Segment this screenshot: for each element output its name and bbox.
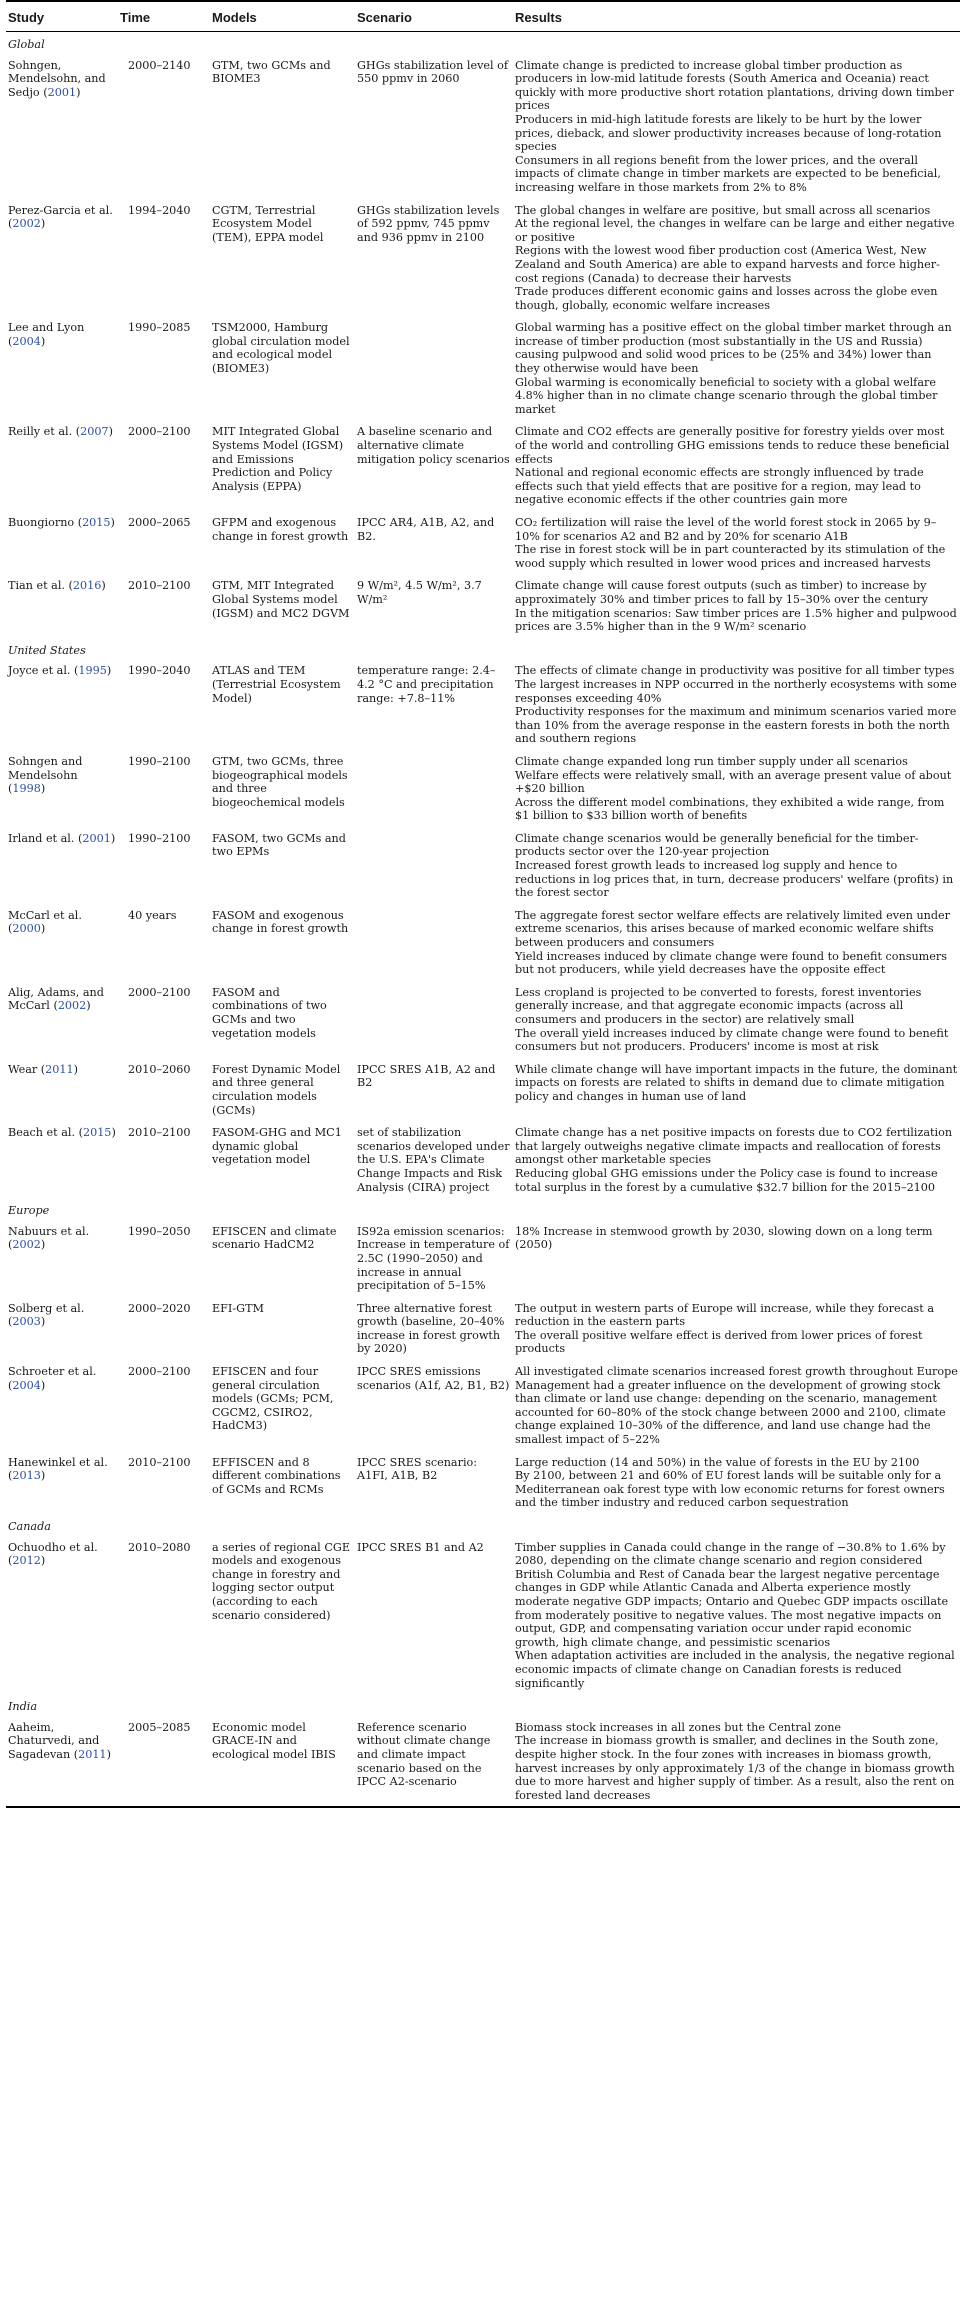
result-line: Regions with the lowest wood fiber production cost (America West, New Zealand and South America) are able to expand harvests and force higher-cost regions (Canada) to decrease their harvests <box>515 244 940 285</box>
citation-year-link[interactable]: 2012 <box>12 1554 41 1568</box>
scenario-cell: IPCC SRES B1 and A2 <box>357 1540 484 1554</box>
results-cell <box>513 827 960 904</box>
scenario-cell <box>355 827 513 904</box>
time-cell: 2000–2020 <box>128 1301 191 1315</box>
results-cell <box>513 54 960 199</box>
study-cell: Nabuurs et al. (2002) <box>8 1224 90 1252</box>
table-row <box>6 54 960 199</box>
models-cell: TSM2000, Hamburg global circulation model and ecological model (BIOME3) <box>212 321 350 376</box>
citation-year-link[interactable]: 2002 <box>57 999 87 1013</box>
result-line: Climate change is predicted to increase global timber production as producers in low-mid latitude forests (South America and Oceania) react quickly with more productive short rotation plantations, driving down timber prices <box>515 58 954 113</box>
result-line: Global warming is economically beneficial to society with a global welfare 4.8% higher than in no climate change scenario through the global timber market <box>515 375 938 416</box>
study-cell: Aaheim, Chaturvedi, and Sagadevan (2011) <box>6 1716 118 1808</box>
results-cell <box>513 1716 960 1808</box>
result-line: CO₂ fertilization will raise the level of the world forest stock in 2065 by 9–10% for scenarios A2 and B2 and by 20% for scenario A1B <box>515 516 937 543</box>
section-label: Canada <box>8 1520 51 1533</box>
models-cell: EFISCEN and four general circulation models (GCMs; PCM, CGCM2, CSIRO2, HadCM3) <box>212 1365 334 1433</box>
study-cell: Perez-Garcia et al. (2002) <box>8 203 113 231</box>
result-line: Climate change expanded long run timber supply under all scenarios <box>515 754 908 768</box>
table-body <box>6 32 960 1808</box>
time-cell: 2005–2085 <box>118 1716 210 1808</box>
result-line: While climate change will have important impacts in the future, the dominant impacts on forests are related to shifts in demand due to climate mitigation policy and changes in human use of land <box>515 1062 958 1103</box>
result-line: Across the different model combinations, they exhibited a wide range, from $1 billion to $33 billion worth of benefits <box>515 795 945 823</box>
header-results: Results <box>513 1 960 32</box>
models-cell: EFI-GTM <box>212 1301 264 1315</box>
models-cell: EFFISCEN and 8 different combinations of GCMs and RCMs <box>212 1455 341 1496</box>
scenario-cell: temperature range: 2.4–4.2 °C and precipitation range: +7.8–11% <box>357 664 496 705</box>
section-row <box>6 1694 960 1716</box>
study-cell: Irland et al. (2001) <box>8 831 116 845</box>
section-label: India <box>8 1700 38 1714</box>
studies-table <box>6 0 960 1808</box>
time-cell: 2010–2100 <box>128 579 191 593</box>
models-cell: a series of regional CGE models and exogenous change in forestry and logging sector output (according to each scenario considered) <box>212 1540 350 1622</box>
models-cell: FASOM-GHG and MC1 dynamic global vegetation model <box>212 1126 342 1167</box>
section-label: Global <box>8 38 45 51</box>
models-cell: CGTM, Terrestrial Ecosystem Model (TEM), EPPA model <box>212 203 324 244</box>
models-cell: GTM, MIT Integrated Global Systems model (IGSM) and MC2 DGVM <box>212 579 350 620</box>
table-row <box>6 1451 960 1514</box>
table-row <box>6 1220 960 1297</box>
scenario-cell: 9 W/m², 4.5 W/m², 3.7 W/m² <box>357 579 482 606</box>
results-cell <box>513 904 960 981</box>
citation-year-link[interactable]: 2013 <box>12 1469 41 1483</box>
scenario-cell: IPCC SRES A1B, A2 and B2 <box>357 1062 496 1090</box>
result-line: Producers in mid-high latitude forests are likely to be hurt by the lower prices, dieback, and slower productivity increases because of long-rotation species <box>515 112 942 154</box>
result-line: Climate change has a net positive impacts on forests due to CO2 fertilization that largely outweighs negative climate impacts and reallocation of forests amongst other marketable species <box>515 1126 953 1167</box>
result-line: Less cropland is projected to be converted to forests, forest inventories generally increase, and that aggregate economic impacts (across all consumers and producers in the sector) are relatively small <box>515 985 922 1026</box>
study-authors: Nabuurs et al. <box>8 1224 90 1238</box>
results-cell <box>513 750 960 827</box>
result-line: The effects of climate change in productivity was positive for all timber types <box>515 664 955 678</box>
models-cell: EFISCEN and climate scenario HadCM2 <box>212 1224 337 1252</box>
section-row <box>6 1198 960 1220</box>
citation-year-link[interactable]: 2001 <box>82 831 111 845</box>
result-line: The aggregate forest sector welfare effects are relatively limited even under extreme scenarios, this arises because of marked economic welfare shifts between producers and consumers <box>515 908 950 950</box>
study-authors: Perez-Garcia et al. <box>8 203 113 217</box>
section-label: Europe <box>8 1204 50 1218</box>
study-authors: Joyce et al. <box>8 664 75 678</box>
citation-year-link[interactable]: 2011 <box>78 1747 107 1761</box>
study-authors: Beach et al. <box>8 1126 79 1140</box>
result-line: British Columbia and Rest of Canada bear the largest negative percentage changes in GDP while Atlantic Canada and Alberta experience mostly moderate negative GDP impacts; Ontario and Quebec GDP impacts oscillate from moderately positive to negative values. The most negative impacts on output, GDP, and compensating variation occur under rapid economic growth, high climate change, and pessimistic scenarios <box>515 1567 949 1649</box>
study-authors: Irland et al. <box>8 831 78 845</box>
study-authors: Wear <box>8 1062 41 1076</box>
study-authors: Aaheim, Chaturvedi, and Sagadevan <box>8 1720 100 1761</box>
study-cell: Hanewinkel et al. (2013) <box>8 1455 108 1483</box>
scenario-cell <box>355 750 513 827</box>
time-cell: 1994–2040 <box>128 203 191 217</box>
result-line: By 2100, between 21 and 60% of EU forest lands will be suitable only for a Mediterranean oak forest type with low economic returns for forest owners and the timber industry and reduced carbon sequestration <box>515 1469 945 1510</box>
scenario-cell: IPCC AR4, A1B, A2, and B2. <box>357 516 495 543</box>
models-cell: GTM, two GCMs and BIOME3 <box>212 58 331 86</box>
section-row <box>6 1514 960 1536</box>
citation-year-link[interactable]: 2015 <box>82 1126 112 1140</box>
time-cell: 2000–2065 <box>128 516 191 529</box>
table-row <box>6 420 960 511</box>
table-row <box>6 1058 960 1121</box>
table-row <box>6 1297 960 1360</box>
result-line: The overall yield increases induced by climate change were found to benefit consumers but not producers. Producers' income is most at risk <box>515 1026 949 1054</box>
scenario-cell: GHGs stabilization levels of 592 ppmv, 745 ppmv and 936 ppmv in 2100 <box>357 203 500 244</box>
study-authors: Solberg et al. <box>8 1301 85 1315</box>
time-cell: 1990–2050 <box>128 1224 191 1238</box>
result-line: Yield increases induced by climate change were found to benefit consumers but not producers, while yield decreases have the opposite effect <box>515 949 947 977</box>
header-models: Models <box>210 1 355 32</box>
header-scenario: Scenario <box>355 1 513 32</box>
study-cell: Alig, Adams, and McCarl (2002) <box>8 985 104 1013</box>
result-line: The rise in forest stock will be in part counteracted by its stimulation of the wood supply which resulted in lower wood prices and increased harvests <box>515 543 946 570</box>
result-line: Consumers in all regions benefit from the lower prices, and the overall impacts of climate change in timber markets are expected to be beneficial, increasing welfare in those markets from 2% to 8% <box>515 153 941 194</box>
result-line: Climate change scenarios would be generally beneficial for the timber-products sector over the 120-year projection <box>515 831 919 859</box>
citation-year-link[interactable]: 2004 <box>12 1378 41 1392</box>
citation-year-link[interactable]: 2004 <box>12 334 41 348</box>
study-cell: McCarl et al. (2000) <box>8 908 82 936</box>
study-cell: Beach et al. (2015) <box>8 1126 116 1140</box>
table-row <box>6 981 960 1058</box>
study-authors: Alig, Adams, and McCarl <box>8 985 104 1013</box>
citation-year-link[interactable]: 2002 <box>12 217 41 231</box>
result-line: Large reduction (14 and 50%) in the value of forests in the EU by 2100 <box>515 1455 920 1469</box>
results-cell <box>513 981 960 1058</box>
study-authors: Tian et al. <box>8 579 69 593</box>
study-cell: Lee and Lyon (2004) <box>8 321 85 348</box>
time-cell: 1990–2040 <box>128 664 191 678</box>
scenario-cell: IPCC SRES scenario: A1FI, A1B, B2 <box>357 1455 478 1483</box>
study-authors: Schroeter et al. <box>8 1365 97 1379</box>
result-line: When adaptation activities are included in the analysis, the negative regional economic impacts of climate change on Canadian forests is reduced significantly <box>515 1649 955 1690</box>
scenario-cell: set of stabilization scenarios developed under the U.S. EPA's Climate Change Impacts and Risk Analysis (CIRA) project <box>357 1126 510 1194</box>
study-authors: Reilly et al. <box>8 425 76 439</box>
result-line: Global warming has a positive effect on the global timber market through an increase of timber production (most substantially in the US and Russia) causing pulpwood and solid wood prices to be (25% and 34%) lower than they otherwise would have been <box>515 321 952 376</box>
scenario-cell <box>355 904 513 981</box>
time-cell: 2000–2100 <box>128 1365 191 1379</box>
section-row <box>6 32 960 54</box>
citation-year-link[interactable]: 2001 <box>47 85 77 99</box>
citation-year-link[interactable]: 2003 <box>12 1315 41 1329</box>
header-time: Time <box>118 1 210 32</box>
study-authors: McCarl et al. <box>8 908 82 922</box>
study-cell: Sohngen, Mendelsohn, and Sedjo (2001) <box>8 58 106 99</box>
results-cell <box>513 1360 960 1451</box>
result-line: Timber supplies in Canada could change in the range of −30.8% to 1.6% by 2080, depending on the climate change scenario and region considered <box>515 1540 946 1568</box>
result-line: Climate and CO2 effects are generally positive for forestry yields over most of the world and controlling GHG emissions tends to reduce these beneficial effects <box>515 425 950 466</box>
scenario-cell: GHGs stabilization level of 550 ppmv in 2060 <box>357 58 509 86</box>
result-line: National and regional economic effects are strongly influenced by trade effects such that yield effects that are positive for a region, may lead to negative economic effects if the other countries gain more <box>515 466 924 507</box>
result-line: Management had a greater influence on the development of growing stock than climate or land use change: depending on the scenario, management accounted for 60–80% of the stock change between 2000 and 2100, climate change explained 10–30% of the difference, and land use change had the smallest impact of 5–22% <box>515 1378 946 1447</box>
citation-year-link[interactable]: 1995 <box>78 664 107 678</box>
table-row <box>6 659 960 750</box>
results-cell <box>513 1121 960 1198</box>
results-cell <box>513 659 960 750</box>
scenario-cell <box>355 316 513 420</box>
citation-year-link[interactable]: 2011 <box>45 1062 74 1076</box>
results-cell <box>513 1297 960 1360</box>
result-line: The largest increases in NPP occurred in the northerly ecosystems with some responses exceeding 40% <box>515 677 957 705</box>
study-cell: Reilly et al. (2007) <box>8 425 113 439</box>
table-row <box>6 574 960 637</box>
table-row <box>6 316 960 420</box>
result-line: Welfare effects were relatively small, with an average present value of about +$20 billion <box>515 768 952 796</box>
study-authors: Ochuodho et al. <box>8 1540 98 1554</box>
table-row <box>6 511 960 574</box>
study-cell: Wear (2011) <box>8 1062 79 1076</box>
study-cell: Ochuodho et al. (2012) <box>8 1540 98 1568</box>
models-cell: Forest Dynamic Model and three general circulation models (GCMs) <box>212 1062 341 1117</box>
results-cell <box>513 1220 960 1297</box>
table-row <box>6 1536 960 1695</box>
models-cell: GTM, two GCMs, three biogeographical models and three biogeochemical models <box>212 754 348 809</box>
results-cell <box>513 316 960 420</box>
time-cell: 2010–2100 <box>128 1455 191 1469</box>
study-cell: Joyce et al. (1995) <box>8 664 112 678</box>
section-row <box>6 638 960 660</box>
result-line: 18% Increase in stemwood growth by 2030, slowing down on a long term (2050) <box>515 1224 933 1252</box>
result-line: Increased forest growth leads to increased log supply and hence to reductions in log prices that, in turn, decrease producers' welfare (profits) in the forest sector <box>515 859 954 900</box>
results-cell <box>513 1451 960 1514</box>
result-line: All investigated climate scenarios increased forest growth throughout Europe <box>515 1365 958 1379</box>
models-cell: Economic model GRACE-IN and ecological model IBIS <box>210 1716 355 1808</box>
time-cell: 1990–2100 <box>128 831 191 845</box>
citation-year-link[interactable]: 1998 <box>12 782 41 796</box>
results-cell <box>513 574 960 637</box>
header-study: Study <box>6 1 118 32</box>
time-cell: 2000–2100 <box>128 985 191 999</box>
study-cell: Schroeter et al. (2004) <box>8 1365 97 1392</box>
time-cell: 1990–2085 <box>128 321 191 335</box>
result-line: The global changes in welfare are positive, but small across all scenarios <box>515 203 931 217</box>
study-authors: Lee and Lyon <box>8 321 85 335</box>
study-cell: Solberg et al. (2003) <box>8 1301 85 1329</box>
scenario-cell: Three alternative forest growth (baseline, 20–40% increase in forest growth by 2020) <box>357 1301 505 1356</box>
table-row <box>6 904 960 981</box>
citation-year-link[interactable]: 2016 <box>72 579 102 593</box>
result-line: Reducing global GHG emissions under the Policy case is found to increase total surplus in the forest by a cumulative $32.7 billion for the 2015–2100 <box>515 1166 938 1194</box>
time-cell: 2000–2100 <box>128 425 191 439</box>
citation-year-link[interactable]: 2007 <box>80 425 109 439</box>
models-cell: FASOM and combinations of two GCMs and two vegetation models <box>212 985 327 1040</box>
table-row <box>6 1716 960 1808</box>
results-cell <box>513 199 960 317</box>
study-authors: Hanewinkel et al. <box>8 1455 108 1469</box>
result-line: The increase in biomass growth is smaller, and declines in the South zone, despite higher stock. In the four zones with increases in biomass growth, harvest increases by only approximately 1/3 of the change in biomass growth due to more harvest and higher supply of timber. As a result, also the rent on forested land decreases <box>515 1734 955 1802</box>
result-line: At the regional level, the changes in welfare can be large and either negative or positive <box>515 217 955 244</box>
models-cell: ATLAS and TEM (Terrestrial Ecosystem Model) <box>212 664 341 705</box>
study-cell: Tian et al. (2016) <box>8 579 106 593</box>
result-line: The output in western parts of Europe will increase, while they forecast a reduction in the eastern parts <box>515 1301 934 1329</box>
time-cell: 40 years <box>128 908 177 922</box>
time-cell: 2010–2060 <box>128 1062 191 1076</box>
results-cell <box>513 511 960 574</box>
scenario-cell <box>355 981 513 1058</box>
study-authors: Buongiorno <box>8 516 78 529</box>
table-row <box>6 199 960 317</box>
study-cell: Sohngen and Mendelsohn (1998) <box>8 754 83 796</box>
time-cell: 2010–2100 <box>128 1126 191 1140</box>
time-cell: 2010–2080 <box>128 1540 191 1554</box>
results-cell <box>513 1536 960 1695</box>
result-line: Biomass stock increases in all zones but the Central zone <box>515 1720 842 1734</box>
time-cell: 1990–2100 <box>128 754 191 768</box>
citation-year-link[interactable]: 2000 <box>12 922 41 936</box>
study-authors: Sohngen, Mendelsohn, and Sedjo <box>8 58 106 99</box>
table-row <box>6 827 960 904</box>
models-cell: GFPM and exogenous change in forest growth <box>212 516 349 543</box>
models-cell: FASOM and exogenous change in forest growth <box>212 908 349 936</box>
result-line: Productivity responses for the maximum and minimum scenarios varied more than 10% from the average response in the eastern forests in both the north and southern regions <box>515 705 957 746</box>
result-line: Trade produces different economic gains and losses across the globe even though, globally, economic welfare increases <box>515 285 938 312</box>
table-row <box>6 1360 960 1451</box>
scenario-cell: A baseline scenario and alternative climate mitigation policy scenarios <box>357 425 510 466</box>
study-cell: Buongiorno (2015) <box>8 516 115 529</box>
results-cell <box>513 420 960 511</box>
scenario-cell: Reference scenario without climate change and climate impact scenario based on the IPCC A2-scenario <box>355 1716 513 1808</box>
result-line: The overall positive welfare effect is derived from lower prices of forest products <box>515 1328 923 1356</box>
models-cell: MIT Integrated Global Systems Model (IGSM) and Emissions Prediction and Policy Analysis (EPPA) <box>212 425 344 493</box>
table-row <box>6 1121 960 1198</box>
scenario-cell: IPCC SRES emissions scenarios (A1f, A2, B1, B2) <box>357 1365 510 1392</box>
study-authors: Sohngen and Mendelsohn <box>8 754 83 782</box>
section-label: United States <box>8 643 86 657</box>
results-cell <box>513 1058 960 1121</box>
result-line: Climate change will cause forest outputs (such as timber) to increase by approximately 30% and timber prices to fall by 15–30% over the century <box>515 579 928 606</box>
citation-year-link[interactable]: 2002 <box>12 1238 41 1252</box>
table-header-row <box>6 1 960 32</box>
models-cell: FASOM, two GCMs and two EPMs <box>212 831 346 859</box>
result-line: In the mitigation scenarios: Saw timber prices are 1.5% higher and pulpwood prices are 3.5% higher than in the 9 W/m² scenario <box>515 606 957 634</box>
table-row <box>6 750 960 827</box>
citation-year-link[interactable]: 2015 <box>82 516 111 529</box>
time-cell: 2000–2140 <box>128 58 191 72</box>
scenario-cell: IS92a emission scenarios: Increase in temperature of 2.5C (1990–2050) and increase in annual precipitation of 5–15% <box>357 1224 510 1293</box>
